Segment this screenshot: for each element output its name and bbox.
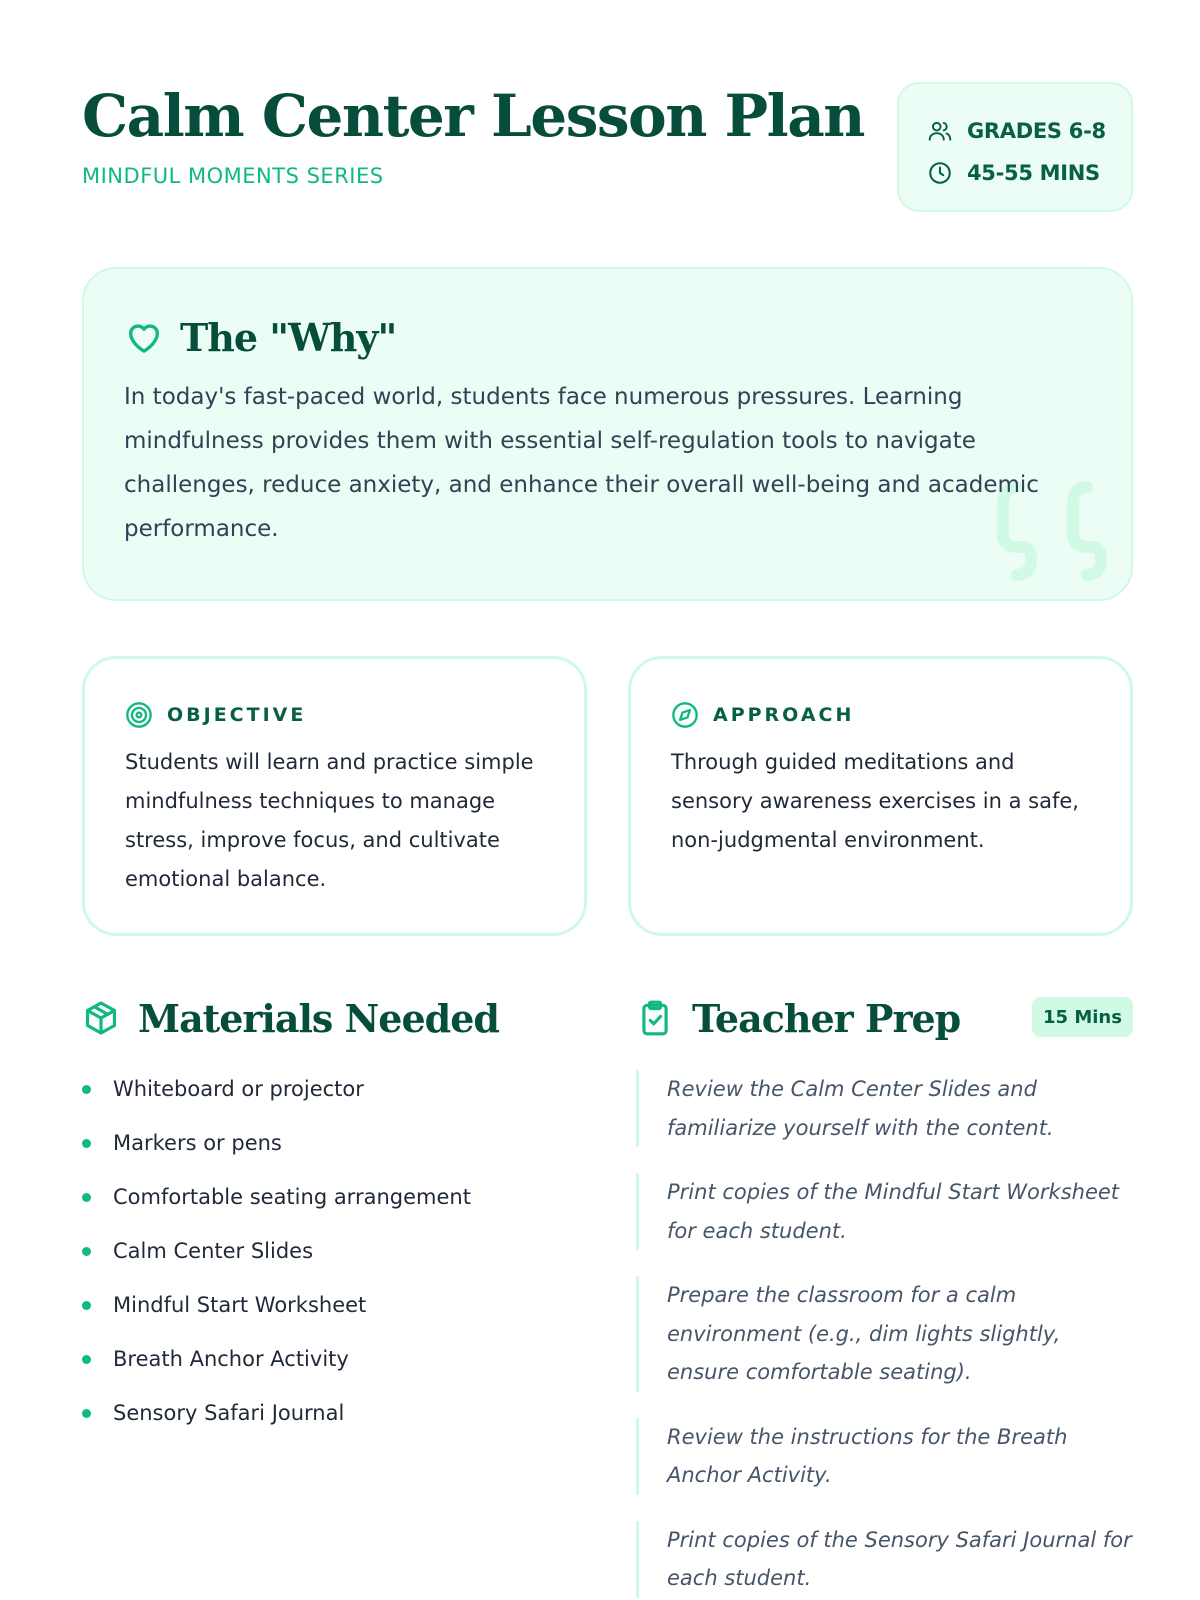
why-text: In today's fast-paced world, students face numerous pressures. Learning mindfulness provides them with essential self-regulation tools to navigate challenges, reduce anxiety, and enhance their overall well-being and academic performance. xyxy=(124,384,1039,542)
page-title: Calm Center Lesson Plan xyxy=(82,82,864,150)
teacher-prep-list xyxy=(636,1070,1136,1600)
teacher-prep-title: Teacher Prep xyxy=(692,995,961,1041)
target-icon xyxy=(125,701,153,729)
material-label: Comfortable seating arrangement xyxy=(113,1185,471,1209)
material-label: Mindful Start Worksheet xyxy=(113,1293,367,1317)
box-icon xyxy=(82,999,120,1037)
list-item xyxy=(82,1386,562,1440)
prep-step: Print copies of the Sensory Safari Journal for each student. xyxy=(636,1521,1136,1598)
material-label: Calm Center Slides xyxy=(113,1239,314,1263)
bullet-dot xyxy=(82,1193,91,1202)
list-item xyxy=(82,1170,562,1224)
users-icon xyxy=(927,118,953,144)
objective-heading xyxy=(125,697,544,733)
compass-icon xyxy=(671,701,699,729)
teacher-prep-heading xyxy=(636,990,960,1046)
clock-icon xyxy=(927,160,953,186)
objective-label: OBJECTIVE xyxy=(167,704,307,726)
clipboard-check-icon xyxy=(636,999,674,1037)
list-item xyxy=(82,1332,562,1386)
grades-label: GRADES 6-8 xyxy=(967,119,1106,143)
list-item xyxy=(82,1116,562,1170)
bullet-dot xyxy=(82,1409,91,1418)
bullet-dot xyxy=(82,1139,91,1148)
approach-text: Through guided meditations and sensory awareness exercises in a safe, non-judgmental environment. xyxy=(671,750,1079,852)
grades-row xyxy=(927,110,1107,152)
page-header xyxy=(82,82,1132,212)
prep-time-badge: 15 Mins xyxy=(1032,997,1133,1037)
objective-text: Students will learn and practice simple mindfulness techniques to manage stress, improve focus, and cultivate emotional balance. xyxy=(125,750,534,891)
prep-step: Review the instructions for the Breath Anchor Activity. xyxy=(636,1418,1136,1495)
approach-label: APPROACH xyxy=(713,704,855,726)
material-label: Markers or pens xyxy=(113,1131,282,1155)
heart-icon xyxy=(124,317,164,357)
approach-card xyxy=(628,656,1133,936)
materials-list xyxy=(82,1062,562,1440)
bullet-dot xyxy=(82,1085,91,1094)
why-heading xyxy=(124,309,1091,365)
material-label: Whiteboard or projector xyxy=(113,1077,364,1101)
bullet-dot xyxy=(82,1247,91,1256)
why-card xyxy=(82,267,1133,601)
why-title: The "Why" xyxy=(180,314,397,360)
list-item xyxy=(82,1224,562,1278)
objective-card xyxy=(82,656,587,936)
page-subtitle: MINDFUL MOMENTS SERIES xyxy=(82,164,384,188)
bullet-dot xyxy=(82,1301,91,1310)
list-item xyxy=(82,1062,562,1116)
prep-step: Prepare the classroom for a calm environment (e.g., dim lights slightly, ensure comfortable seating). xyxy=(636,1276,1136,1392)
material-label: Sensory Safari Journal xyxy=(113,1401,345,1425)
bullet-dot xyxy=(82,1355,91,1364)
list-item xyxy=(82,1278,562,1332)
materials-title: Materials Needed xyxy=(138,995,499,1041)
material-label: Breath Anchor Activity xyxy=(113,1347,349,1371)
materials-heading xyxy=(82,990,499,1046)
prep-step: Review the Calm Center Slides and familiarize yourself with the content. xyxy=(636,1070,1136,1147)
approach-heading xyxy=(671,697,1090,733)
prep-step: Print copies of the Mindful Start Worksheet for each student. xyxy=(636,1173,1136,1250)
duration-row xyxy=(927,152,1107,194)
duration-label: 45-55 MINS xyxy=(967,161,1100,185)
lesson-meta-box xyxy=(897,82,1133,212)
